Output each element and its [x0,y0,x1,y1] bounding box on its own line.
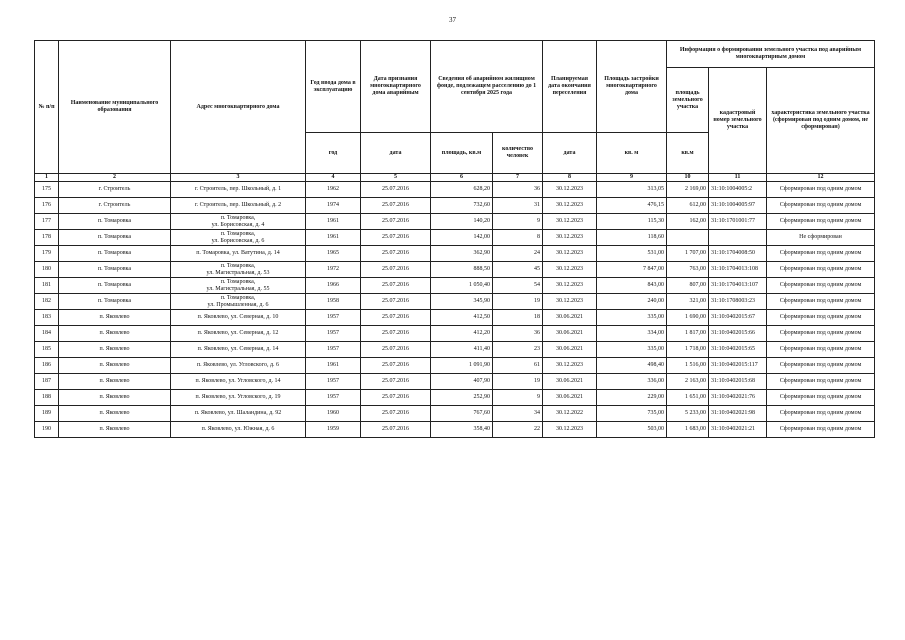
planned-end-cell: 30.12.2023 [543,198,597,214]
unit-date: дата [361,133,431,174]
municipality-cell: п. Яковлево [59,406,171,422]
emergency-date-cell: 25.07.2016 [361,390,431,406]
address-line: п. Томаровка, [220,294,256,301]
header-cadastral-number: кадастровый номер земельного участка [709,68,767,174]
address-cell [171,198,306,214]
row-number-cell: 178 [35,230,59,246]
people-count-cell: 22 [493,422,543,438]
row-number-cell: 190 [35,422,59,438]
address-line: п. Яковлево, ул. Южная, д. 6 [201,426,275,432]
column-number: 4 [306,174,361,182]
building-area-cell: 843,00 [597,278,667,294]
building-area-cell: 334,00 [597,326,667,342]
column-number: 7 [493,174,543,182]
table-row [35,182,875,198]
table-row [35,278,875,294]
year-built-cell: 1962 [306,182,361,198]
land-status-cell: Сформирован под одним домом [767,310,875,326]
address-cell [171,246,306,262]
table-row [35,390,875,406]
unit-area: площадь, кв.м [431,133,493,174]
header-year-built: Год ввода дома в эксплуатацию [306,41,361,133]
people-count-cell: 61 [493,358,543,374]
people-count-cell: 36 [493,326,543,342]
row-number-cell: 183 [35,310,59,326]
cadastral-number-cell: 31:10:0402015:66 [709,326,767,342]
municipality-cell: п. Яковлево [59,310,171,326]
row-number-cell: 177 [35,214,59,230]
area-cell: 407,90 [431,374,493,390]
address-cell [171,342,306,358]
emergency-date-cell: 25.07.2016 [361,246,431,262]
emergency-date-cell: 25.07.2016 [361,422,431,438]
land-area-cell: 2 169,00 [667,182,709,198]
planned-end-cell: 30.12.2023 [543,182,597,198]
address-line: п. Томаровка, [220,214,256,221]
area-cell: 732,60 [431,198,493,214]
people-count-cell: 19 [493,294,543,310]
planned-end-cell: 30.12.2022 [543,406,597,422]
area-cell: 362,90 [431,246,493,262]
table-row [35,230,875,246]
planned-end-cell: 30.12.2023 [543,294,597,310]
address-line: п. Яковлево, ул. Угловского, д. 6 [196,362,280,368]
planned-end-cell: 30.06.2021 [543,310,597,326]
land-area-cell: 1 516,00 [667,358,709,374]
address-line: п. Томаровка, [220,262,256,269]
land-area-cell: 612,00 [667,198,709,214]
building-area-cell: 735,00 [597,406,667,422]
building-area-cell: 115,30 [597,214,667,230]
land-status-cell: Сформирован под одним домом [767,294,875,310]
emergency-date-cell: 25.07.2016 [361,262,431,278]
row-number-cell: 189 [35,406,59,422]
land-area-cell [667,230,709,246]
unit-year: год [306,133,361,174]
header-emergency-fund: Сведения об аварийном жилищном фонде, подлежащем расселению до 1 сентября 2025 года [431,41,543,133]
table-row [35,374,875,390]
building-area-cell: 240,00 [597,294,667,310]
address-cell [171,390,306,406]
people-count-cell: 9 [493,390,543,406]
table-row [35,326,875,342]
cadastral-number-cell [709,230,767,246]
planned-end-cell: 30.06.2021 [543,342,597,358]
column-number: 5 [361,174,431,182]
area-cell: 1 050,40 [431,278,493,294]
emergency-date-cell: 25.07.2016 [361,294,431,310]
emergency-date-cell: 25.07.2016 [361,358,431,374]
address-cell [171,230,306,246]
land-status-cell: Сформирован под одним домом [767,246,875,262]
row-number-cell: 176 [35,198,59,214]
land-status-cell: Сформирован под одним домом [767,374,875,390]
address-line: п. Томаровка, [220,230,256,237]
address-cell [171,406,306,422]
people-count-cell: 36 [493,182,543,198]
cadastral-number-cell: 31:10:1004005:97 [709,198,767,214]
year-built-cell: 1957 [306,342,361,358]
people-count-cell: 34 [493,406,543,422]
table-row [35,310,875,326]
people-count-cell: 31 [493,198,543,214]
address-line: п. Томаровка, [220,278,256,285]
planned-end-cell: 30.12.2023 [543,278,597,294]
municipality-cell: п. Томаровка [59,262,171,278]
row-number-cell: 182 [35,294,59,310]
column-number: 1 [35,174,59,182]
address-line: ул. Промышленная, д. 6 [207,301,269,308]
cadastral-number-cell: 31:10:1704013:108 [709,262,767,278]
year-built-cell: 1961 [306,358,361,374]
cadastral-number-cell: 31:10:0402021:21 [709,422,767,438]
building-area-cell: 336,00 [597,374,667,390]
area-cell: 345,90 [431,294,493,310]
address-line: п. Яковлево, ул. Северная, д. 14 [197,346,279,352]
row-number-cell: 184 [35,326,59,342]
building-area-cell: 531,00 [597,246,667,262]
municipality-cell: п. Томаровка [59,230,171,246]
emergency-date-cell: 25.07.2016 [361,182,431,198]
page-number: 37 [449,16,456,24]
address-line: ул. Магистральная, д. 55 [206,285,270,292]
area-cell: 140,20 [431,214,493,230]
land-status-cell: Сформирован под одним домом [767,422,875,438]
emergency-date-cell: 25.07.2016 [361,342,431,358]
planned-end-cell: 30.12.2023 [543,262,597,278]
land-status-cell: Сформирован под одним домом [767,214,875,230]
column-number: 6 [431,174,493,182]
planned-end-cell: 30.06.2021 [543,374,597,390]
row-number-cell: 180 [35,262,59,278]
land-status-cell: Сформирован под одним домом [767,342,875,358]
row-number-cell: 175 [35,182,59,198]
area-cell: 888,50 [431,262,493,278]
address-line: ул. Магистральная, д. 53 [206,269,270,276]
municipality-cell: п. Яковлево [59,390,171,406]
people-count-cell: 23 [493,342,543,358]
municipality-cell: г. Строитель [59,198,171,214]
column-number: 8 [543,174,597,182]
building-area-cell: 476,15 [597,198,667,214]
land-area-cell: 321,00 [667,294,709,310]
emergency-date-cell: 25.07.2016 [361,310,431,326]
table-row [35,294,875,310]
land-status-cell: Не сформирован [767,230,875,246]
cadastral-number-cell: 31:10:0402021:98 [709,406,767,422]
year-built-cell: 1958 [306,294,361,310]
building-area-cell: 7 847,00 [597,262,667,278]
municipality-cell: п. Яковлево [59,326,171,342]
cadastral-number-cell: 31:10:0402015:65 [709,342,767,358]
cadastral-number-cell: 31:10:1004005:2 [709,182,767,198]
emergency-date-cell: 25.07.2016 [361,326,431,342]
area-cell: 252,90 [431,390,493,406]
building-area-cell: 335,00 [597,342,667,358]
row-number-cell: 187 [35,374,59,390]
header-emergency-date: Дата признания многоквартирного дома аварийным [361,41,431,133]
planned-end-cell: 30.12.2023 [543,230,597,246]
people-count-cell: 18 [493,310,543,326]
year-built-cell: 1960 [306,406,361,422]
land-status-cell: Сформирован под одним домом [767,326,875,342]
column-number: 10 [667,174,709,182]
address-line: г. Строитель, пер. Школьный, д. 1 [194,186,282,192]
address-cell [171,374,306,390]
table-row [35,262,875,278]
building-area-cell: 498,40 [597,358,667,374]
table-row [35,422,875,438]
municipality-cell: п. Томаровка [59,214,171,230]
address-line: п. Яковлево, ул. Угловского, д. 19 [195,394,281,400]
planned-end-cell: 30.12.2023 [543,246,597,262]
area-cell: 411,40 [431,342,493,358]
address-line: п. Яковлево, ул. Угловского, д. 14 [195,378,281,384]
address-cell [171,214,306,230]
column-number: 9 [597,174,667,182]
address-cell [171,358,306,374]
year-built-cell: 1972 [306,262,361,278]
area-cell: 142,00 [431,230,493,246]
year-built-cell: 1957 [306,310,361,326]
address-cell [171,278,306,294]
area-cell: 628,20 [431,182,493,198]
year-built-cell: 1974 [306,198,361,214]
unit-people: количество человек [493,133,543,174]
municipality-cell: п. Томаровка [59,294,171,310]
year-built-cell: 1957 [306,374,361,390]
year-built-cell: 1957 [306,326,361,342]
building-area-cell: 335,00 [597,310,667,326]
year-built-cell: 1959 [306,422,361,438]
people-count-cell: 45 [493,262,543,278]
emergency-date-cell: 25.07.2016 [361,230,431,246]
year-built-cell: 1965 [306,246,361,262]
cadastral-number-cell: 31:10:0402015:68 [709,374,767,390]
cadastral-number-cell: 31:10:0402021:76 [709,390,767,406]
building-area-cell: 118,60 [597,230,667,246]
emergency-date-cell: 25.07.2016 [361,406,431,422]
year-built-cell: 1961 [306,214,361,230]
address-line: п. Яковлево, ул. Шаландина, д. 92 [194,410,282,416]
header-number: № п/п [35,41,59,174]
address-line: ул. Борисовская, д. 4 [211,221,265,228]
row-number-cell: 185 [35,342,59,358]
table-body [35,182,875,438]
area-cell: 358,40 [431,422,493,438]
unit-sq-m: кв. м [597,133,667,174]
people-count-cell: 8 [493,230,543,246]
land-status-cell: Сформирован под одним домом [767,182,875,198]
table-row [35,342,875,358]
column-number: 2 [59,174,171,182]
land-area-cell: 162,00 [667,214,709,230]
table-row [35,246,875,262]
emergency-date-cell: 25.07.2016 [361,278,431,294]
municipality-cell: п. Яковлево [59,422,171,438]
land-area-cell: 1 683,00 [667,422,709,438]
address-line: ул. Борисовская, д. 6 [211,237,265,244]
emergency-housing-table [34,40,875,438]
building-area-cell: 503,00 [597,422,667,438]
cadastral-number-cell: 31:10:1704013:107 [709,278,767,294]
area-cell: 1 091,90 [431,358,493,374]
planned-end-cell: 30.12.2023 [543,422,597,438]
cadastral-number-cell: 31:10:1708003:23 [709,294,767,310]
building-area-cell: 229,00 [597,390,667,406]
header-land-status: характеристика земельного участка (сформирован под одним домом, не сформирован) [767,68,875,174]
land-status-cell: Сформирован под одним домом [767,406,875,422]
people-count-cell: 54 [493,278,543,294]
land-status-cell: Сформирован под одним домом [767,390,875,406]
municipality-cell: п. Яковлево [59,358,171,374]
people-count-cell: 24 [493,246,543,262]
land-area-cell: 1 690,00 [667,310,709,326]
column-number: 12 [767,174,875,182]
land-status-cell: Сформирован под одним домом [767,262,875,278]
column-number-row [35,174,875,182]
building-area-cell: 313,05 [597,182,667,198]
table-row [35,198,875,214]
land-status-cell: Сформирован под одним домом [767,278,875,294]
emergency-date-cell: 25.07.2016 [361,198,431,214]
header-planned-end: Планируемая дата окончания переселения [543,41,597,133]
header-land-info: Информация о формировании земельного участка под аварийным многоквартирным домом [667,41,875,68]
row-number-cell: 179 [35,246,59,262]
header-building-area: Площадь застройки многоквартирного дома [597,41,667,133]
land-area-cell: 763,00 [667,262,709,278]
municipality-cell: п. Томаровка [59,246,171,262]
area-cell: 412,20 [431,326,493,342]
column-number: 11 [709,174,767,182]
row-number-cell: 188 [35,390,59,406]
land-status-cell: Сформирован под одним домом [767,198,875,214]
land-area-cell: 5 233,00 [667,406,709,422]
area-cell: 412,50 [431,310,493,326]
planned-end-cell: 30.06.2021 [543,390,597,406]
planned-end-cell: 30.12.2023 [543,358,597,374]
address-line: г. Строитель, пер. Школьный, д. 2 [194,202,282,208]
unit-land-sq-m: кв.м [667,133,709,174]
land-status-cell: Сформирован под одним домом [767,358,875,374]
emergency-date-cell: 25.07.2016 [361,214,431,230]
year-built-cell: 1957 [306,390,361,406]
address-cell [171,182,306,198]
planned-end-cell: 30.06.2021 [543,326,597,342]
address-line: п. Яковлево, ул. Северная, д. 10 [197,314,279,320]
planned-end-cell: 30.12.2023 [543,214,597,230]
land-area-cell: 2 163,00 [667,374,709,390]
address-cell [171,262,306,278]
land-area-cell: 807,00 [667,278,709,294]
municipality-cell: п. Яковлево [59,374,171,390]
municipality-cell: п. Томаровка [59,278,171,294]
table-row [35,214,875,230]
header-address: Адрес многоквартирного дома [171,41,306,174]
table-row [35,406,875,422]
cadastral-number-cell: 31:10:1701001:77 [709,214,767,230]
area-cell: 767,60 [431,406,493,422]
land-area-cell: 1 651,00 [667,390,709,406]
cadastral-number-cell: 31:10:1704008:50 [709,246,767,262]
year-built-cell: 1961 [306,230,361,246]
row-number-cell: 181 [35,278,59,294]
address-cell [171,326,306,342]
land-area-cell: 1 718,00 [667,342,709,358]
year-built-cell: 1966 [306,278,361,294]
land-area-cell: 1 707,00 [667,246,709,262]
address-cell [171,310,306,326]
address-line: п. Томаровка, ул. Ватутина, д. 14 [196,250,280,256]
header-land-area: площадь земельного участка [667,68,709,133]
cadastral-number-cell: 31:10:0402015:67 [709,310,767,326]
address-cell [171,294,306,310]
address-line: п. Яковлево, ул. Северная, д. 12 [197,330,279,336]
municipality-cell: г. Строитель [59,182,171,198]
cadastral-number-cell: 31:10:0402015:117 [709,358,767,374]
people-count-cell: 9 [493,214,543,230]
emergency-date-cell: 25.07.2016 [361,374,431,390]
header-municipality: Наименование муниципального образования [59,41,171,174]
land-area-cell: 1 817,00 [667,326,709,342]
row-number-cell: 186 [35,358,59,374]
table-row [35,358,875,374]
address-cell [171,422,306,438]
column-number: 3 [171,174,306,182]
unit-end-date: дата [543,133,597,174]
municipality-cell: п. Яковлево [59,342,171,358]
people-count-cell: 19 [493,374,543,390]
